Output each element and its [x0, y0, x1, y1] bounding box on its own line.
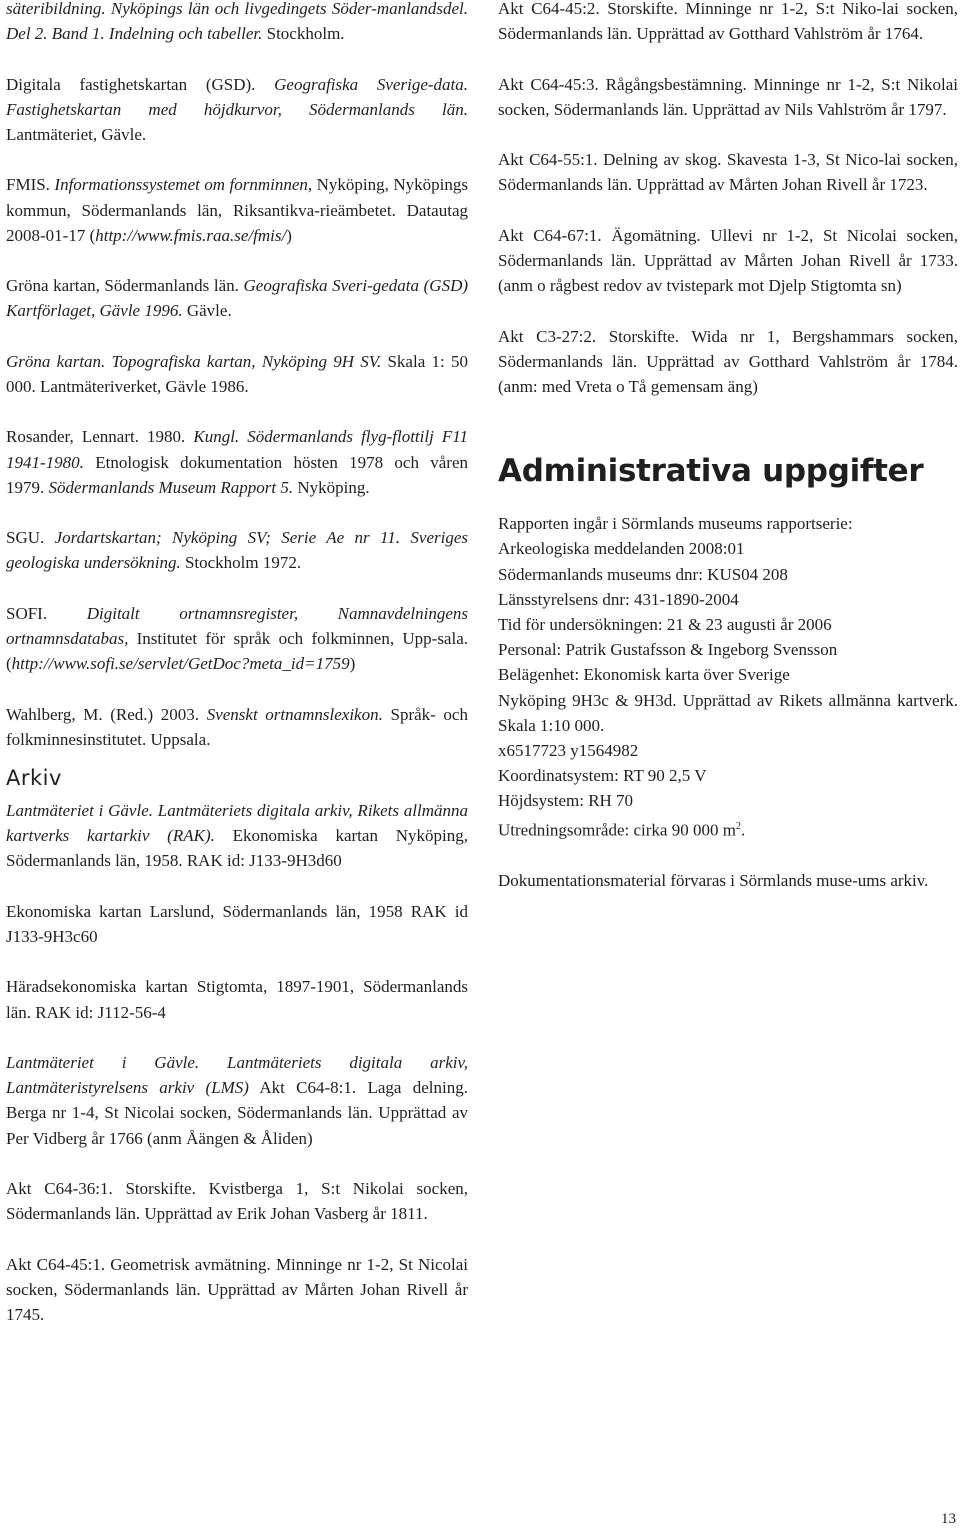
ref-publisher: Nyköping, Nyköpings kommun, Södermanlands län, Riksantikva-rieämbetet. Datautag 2008-01-17 (: [6, 175, 468, 245]
ref-rosander: [6, 424, 468, 500]
ref-svensk-sateri: [6, 0, 468, 46]
ref-title: Informationssystemet om fornminnen,: [54, 175, 313, 195]
arkiv-entry-stigtomta: Häradsekonomiska kartan Stigtomta, 1897-1901, Södermanlands län. RAK id: J112-56-4: [6, 977, 468, 1022]
admin-museum-dnr: Södermanlands museums dnr: KUS04 208: [498, 564, 788, 584]
ref-author: FMIS.: [6, 175, 55, 195]
ref-punct: ): [349, 654, 356, 674]
ref-title: Geografiska Sveri-gedata (GSD) Kartförlaget, Gävle 1996.: [6, 276, 469, 321]
ref-url-link[interactable]: http://www.fmis.raa.se/fmis/: [95, 225, 287, 245]
ref-author: Wahlberg, M. (Red.) 2003.: [6, 704, 207, 724]
ref-fmis: [6, 172, 468, 248]
arkiv-entry-c3-27-2: Akt C3-27:2. Storskifte. Wida nr 1, Bergshammars socken, Södermanlands län. Upprättad av Gotthard Vahlström år 1784. (anm: med Vreta o Tå gemensam äng): [498, 326, 958, 396]
arkiv-source: Lantmäteriet i Gävle. Lantmäteriets digitala arkiv, Rikets allmänna kartverks kartarkiv (RAK).: [6, 800, 468, 846]
arkiv-entry-c64-45-3: Akt C64-45:3. Rågångsbestämning. Minninge nr 1-2, S:t Nikolai socken, Södermanlands län. Upprättad av Nils Vahlström år 1797.: [498, 74, 958, 119]
ref-title: Digitalt ortnamnsregister, Namnavdelningens ortnamnsdatabas,: [6, 603, 468, 648]
admin-lansstyrelse-dnr: Länsstyrelsens dnr: 431-1890-2004: [498, 589, 739, 609]
ref-place: Nyköping.: [293, 477, 370, 497]
ref-url-link[interactable]: http://www.sofi.se/servlet/GetDoc?meta_id=1759: [11, 654, 350, 674]
admin-series-id: Arkeologiska meddelanden 2008:01: [498, 539, 745, 559]
admin-personal: Personal: Patrik Gustafsson & Ingeborg Svensson: [498, 640, 838, 660]
arkiv-entry-c64-36: Akt C64-36:1. Storskifte. Kvistberga 1, S:t Nikolai socken, Södermanlands län. Upprättad av Erik Johan Vasberg år 1811.: [6, 1178, 468, 1224]
ref-place: Stockholm.: [262, 24, 345, 44]
arkiv-entry-c64-55-1: Akt C64-55:1. Delning av skog. Skavesta 1-3, St Nico-lai socken, Södermanlands län. Upprättad av Mårten Johan Rivell år 1723.: [498, 150, 958, 195]
admin-coord-system: Koordinatsystem: RT 90 2,5 V: [498, 766, 707, 786]
arkiv-entry-c64-67-1: Akt C64-67:1. Ägomätning. Ullevi nr 1-2, St Nicolai socken, Södermanlands län. Upprättad av Mårten Johan Rivell år 1733. (anm o rågbest redov av tvistepark mot Djelp Stigtomta sn): [498, 225, 958, 296]
ref-sofi: [6, 601, 468, 677]
ref-publisher: Institutet för språk och folkminnen, Upp-sala. (: [6, 628, 468, 674]
ref-publisher: Lantmäteriet, Gävle.: [6, 125, 147, 144]
arkiv-detail: Akt C64-8:1. Laga delning. Berga nr 1-4, St Nicolai socken, Södermanlands län. Upprättad av Per Vidberg år 1766 (anm Åängen & Åliden): [6, 1078, 468, 1148]
ref-desc: Etnologisk dokumentation hösten 1978 och våren 1979.: [6, 452, 468, 497]
admin-coordinates: x6517723 y1564982: [498, 741, 639, 761]
ref-sgu: [6, 525, 468, 575]
admin-date: Tid för undersökningen: 21 & 23 augusti år 2006: [498, 615, 832, 634]
ref-series: Södermanlands Museum Rapport 5.: [48, 477, 294, 497]
admin-area-sup: 2: [735, 820, 741, 832]
arkiv-entry-c64-45-1: Akt C64-45:1. Geometrisk avmätning. Minninge nr 1-2, St Nicolai socken, Södermanlands län. Upprättad av Mårten Johan Rivell år 1745.: [6, 1254, 468, 1324]
ref-place: Gävle.: [182, 301, 232, 321]
arkiv-detail: Ekonomiska kartan Nyköping, Södermanlands län, 1958. RAK id: J133-9H3d60: [6, 826, 468, 871]
ref-author: SOFI.: [6, 603, 87, 623]
page-number: 13: [941, 1511, 956, 1527]
ref-place: Stockholm 1972.: [180, 553, 302, 573]
admin-height-system: Höjdsystem: RH 70: [498, 791, 634, 811]
ref-publisher: Skala 1: 50 000. Lantmäteriverket, Gävle 1986.: [6, 351, 468, 396]
ref-author: Gröna kartan, Södermanlands län.: [6, 276, 244, 296]
admin-area-text: Utredningsområde: cirka 90 000 m: [498, 820, 736, 840]
arkiv-entry-rak-nykoping: [6, 798, 468, 874]
admin-location: Belägenhet: Ekonomisk karta över Sverige: [498, 665, 790, 685]
ref-title: Geografiska Sverige-data. Fastighetskartan med höjdkurvor, Södermanlands län.: [6, 74, 468, 119]
arkiv-entry-larslund: Ekonomiska kartan Larslund, Södermanlands län, 1958 RAK id J133-9H3c60: [6, 901, 468, 946]
ref-grona-kartan-topografiska: [6, 349, 468, 399]
ref-wahlberg: [6, 702, 468, 752]
arkiv-heading: Arkiv: [6, 765, 62, 790]
ref-publisher: Språk- och folkminnesinstitutet. Uppsala.: [6, 704, 468, 749]
ref-title: Gröna kartan. Topografiska kartan, Nyköping 9H SV.: [6, 351, 382, 371]
left-column: [6, 0, 468, 1327]
ref-title: Jordartskartan; Nyköping SV; Serie Ae nr 11. Sveriges geologiska undersökning.: [6, 528, 468, 573]
right-column: [498, 0, 958, 893]
admin-area-end: .: [740, 820, 746, 840]
admin-heading: Administrativa uppgifter: [498, 453, 924, 490]
admin-series: Rapporten ingår i Sörmlands museums rapportserie:: [498, 514, 853, 534]
ref-author: SGU.: [6, 528, 55, 548]
arkiv-source: Lantmäteriet i Gävle. Lantmäteriets digitala arkiv, Lantmäteristyrelsens arkiv (LMS): [6, 1052, 468, 1098]
ref-digitala-fastighetskartan: [6, 72, 468, 148]
ref-title: Svenskt ortnamnslexikon.: [206, 704, 383, 724]
admin-documentation: Dokumentationsmaterial förvaras i Sörmlands muse-ums arkiv.: [498, 870, 929, 890]
ref-author: Rosander, Lennart. 1980.: [6, 427, 194, 447]
admin-area: [498, 814, 958, 843]
ref-title: Kungl. Södermanlands flyg-flottilj F11 1941-1980.: [6, 427, 468, 472]
admin-details: [498, 511, 958, 893]
arkiv-entry-lms-c64-8: [6, 1050, 468, 1151]
arkiv-entry-c64-45-2: Akt C64-45:2. Storskifte. Minninge nr 1-2, S:t Niko-lai socken, Södermanlands län. Upprättad av Gotthard Vahlström år 1764.: [498, 0, 958, 44]
ref-author: Digitala fastighetskartan (GSD).: [6, 74, 275, 94]
ref-grona-kartan-sodermanland: [6, 273, 468, 323]
admin-map: Nyköping 9H3c & 9H3d. Upprättad av Rikets allmänna kartverk. Skala 1:10 000.: [498, 690, 958, 735]
ref-punct: ): [286, 225, 292, 245]
ref-title: säteribildning. Nyköpings län och livgedingets Söder-manlandsdel. Del 2. Band 1. Indelning och tabeller.: [6, 0, 468, 44]
